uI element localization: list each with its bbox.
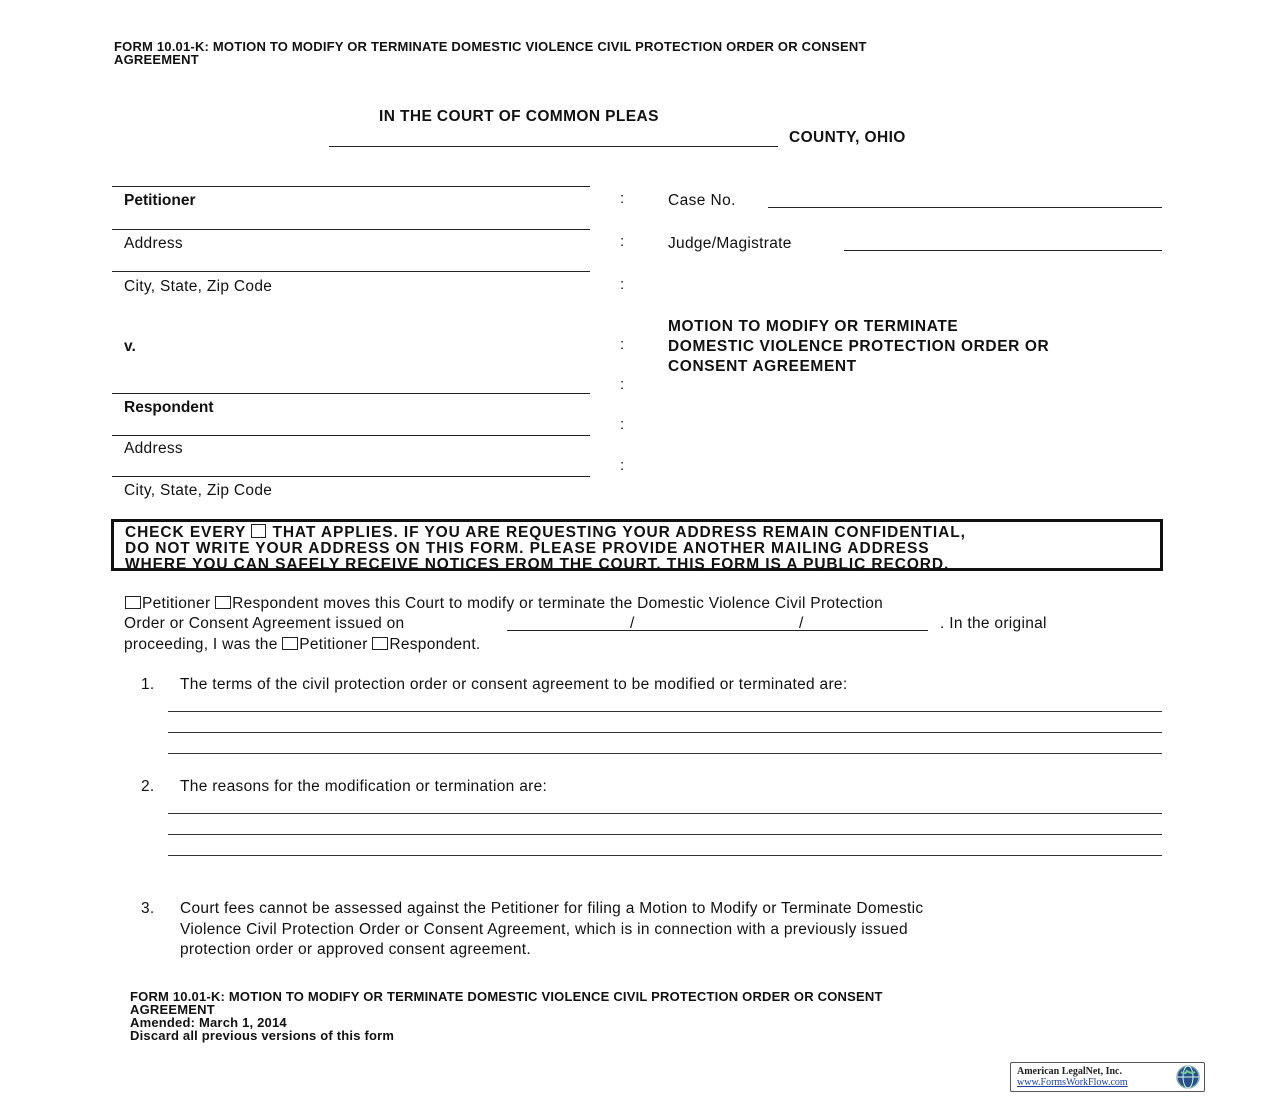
case-no-label: Case No. [668, 192, 736, 209]
caption-colon: : [620, 416, 625, 433]
notice-line2: DO NOT WRITE YOUR ADDRESS ON THIS FORM. PLEASE PROVIDE ANOTHER MAILING ADDRESS [125, 540, 930, 557]
american-legalnet-logo[interactable] [1010, 1062, 1205, 1092]
was-respondent-checkbox[interactable] [372, 637, 388, 650]
notice-line1-b: THAT APPLIES. IF YOU ARE REQUESTING YOUR ADDRESS REMAIN CONFIDENTIAL, [272, 524, 966, 541]
court-name: IN THE COURT OF COMMON PLEAS [379, 108, 659, 125]
terms-answer-line[interactable] [168, 732, 1162, 733]
reasons-answer-line[interactable] [168, 813, 1162, 814]
footer [130, 990, 883, 1042]
motion-line2-text: Order or Consent Agreement issued on [124, 615, 405, 632]
terms-answer-line[interactable] [168, 711, 1162, 712]
petitioner-name-line[interactable] [112, 186, 590, 187]
date-slash: / [799, 615, 804, 632]
item-3-line1: Court fees cannot be assessed against the Petitioner for filing a Motion to Modify or Terminate Domestic [180, 900, 924, 917]
respondent-address-line[interactable] [112, 435, 590, 436]
proceeding-text: proceeding, I was the [124, 636, 278, 653]
motion-line3 [124, 635, 481, 656]
notice-line1-a: CHECK EVERY [125, 524, 247, 541]
respondent-city-line[interactable] [112, 476, 590, 477]
footer-line2: AGREEMENT [130, 1002, 215, 1017]
judge-field[interactable] [844, 250, 1162, 251]
logo-url: www.FormsWorkFlow.com [1017, 1077, 1128, 1088]
checkbox-icon [251, 524, 266, 538]
caption-colon: : [620, 233, 625, 250]
motion-line1 [125, 594, 883, 615]
county-line[interactable] [329, 146, 778, 147]
form-title [114, 40, 867, 66]
item-number: 3. [141, 900, 155, 917]
confidentiality-notice [111, 519, 1163, 571]
petitioner-checkbox[interactable] [125, 596, 141, 609]
respondent-address-label: Address [124, 440, 183, 457]
was-petitioner-label: Petitioner [299, 636, 368, 653]
respondent-city-label: City, State, Zip Code [124, 482, 273, 499]
footer-amended: Amended: March 1, 2014 [130, 1015, 287, 1030]
petitioner-city-label: City, State, Zip Code [124, 278, 273, 295]
globe-icon [1175, 1065, 1201, 1089]
logo-company: American LegalNet, Inc. [1017, 1066, 1122, 1077]
item-3-line3: protection order or approved consent agreement. [180, 941, 531, 958]
respondent-checkbox[interactable] [215, 596, 231, 609]
respondent-label: Respondent [124, 399, 214, 416]
petitioner-label: Petitioner [124, 192, 196, 209]
versus-label: v. [124, 338, 136, 355]
reasons-answer-line[interactable] [168, 855, 1162, 856]
petitioner-address-label: Address [124, 235, 183, 252]
issued-date-field[interactable] [507, 630, 928, 631]
motion-title-line3: CONSENT AGREEMENT [668, 358, 857, 375]
caption-colon: : [620, 457, 625, 474]
petitioner-checkbox-label: Petitioner [142, 595, 211, 612]
notice-line3: WHERE YOU CAN SAFELY RECEIVE NOTICES FROM THE COURT. THIS FORM IS A PUBLIC RECORD. [125, 556, 950, 573]
item-number: 1. [141, 676, 155, 693]
motion-title-line2: DOMESTIC VIOLENCE PROTECTION ORDER OR [668, 338, 1050, 355]
caption-colon: : [620, 190, 625, 207]
county-label: COUNTY, OHIO [789, 129, 906, 146]
caption-colon: : [620, 376, 625, 393]
respondent-name-line[interactable] [112, 393, 590, 394]
date-slash: / [630, 615, 635, 632]
form-title-line2: AGREEMENT [114, 52, 199, 67]
motion-title [668, 317, 1049, 377]
item-3-text [180, 899, 923, 961]
item-3-line2: Violence Civil Protection Order or Consent Agreement, which is in connection with a previously issued [180, 920, 908, 938]
respondent-moves-text: Respondent moves this Court to modify or terminate the Domestic Violence Civil Protection [232, 595, 884, 612]
item-1-text: The terms of the civil protection order or consent agreement to be modified or terminated are: [180, 676, 848, 693]
case-no-field[interactable] [768, 207, 1162, 208]
form-title-line1: FORM 10.01-K: MOTION TO MODIFY OR TERMINATE DOMESTIC VIOLENCE CIVIL PROTECTION ORDER OR CONSENT [114, 39, 867, 54]
caption-colon: : [620, 336, 625, 353]
petitioner-address-line[interactable] [112, 229, 590, 230]
reasons-answer-line[interactable] [168, 834, 1162, 835]
petitioner-city-line[interactable] [112, 271, 590, 272]
footer-discard: Discard all previous versions of this form [130, 1028, 395, 1043]
was-respondent-label: Respondent. [389, 636, 481, 653]
judge-label: Judge/Magistrate [668, 235, 792, 252]
item-2-text: The reasons for the modification or termination are: [180, 778, 548, 795]
footer-line1: FORM 10.01-K: MOTION TO MODIFY OR TERMINATE DOMESTIC VIOLENCE CIVIL PROTECTION ORDER OR CONSENT [130, 989, 883, 1004]
in-original-text: . In the original [940, 615, 1047, 632]
motion-title-line1: MOTION TO MODIFY OR TERMINATE [668, 318, 959, 335]
was-petitioner-checkbox[interactable] [282, 637, 298, 650]
caption-colon: : [620, 276, 625, 293]
terms-answer-line[interactable] [168, 753, 1162, 754]
item-number: 2. [141, 778, 155, 795]
